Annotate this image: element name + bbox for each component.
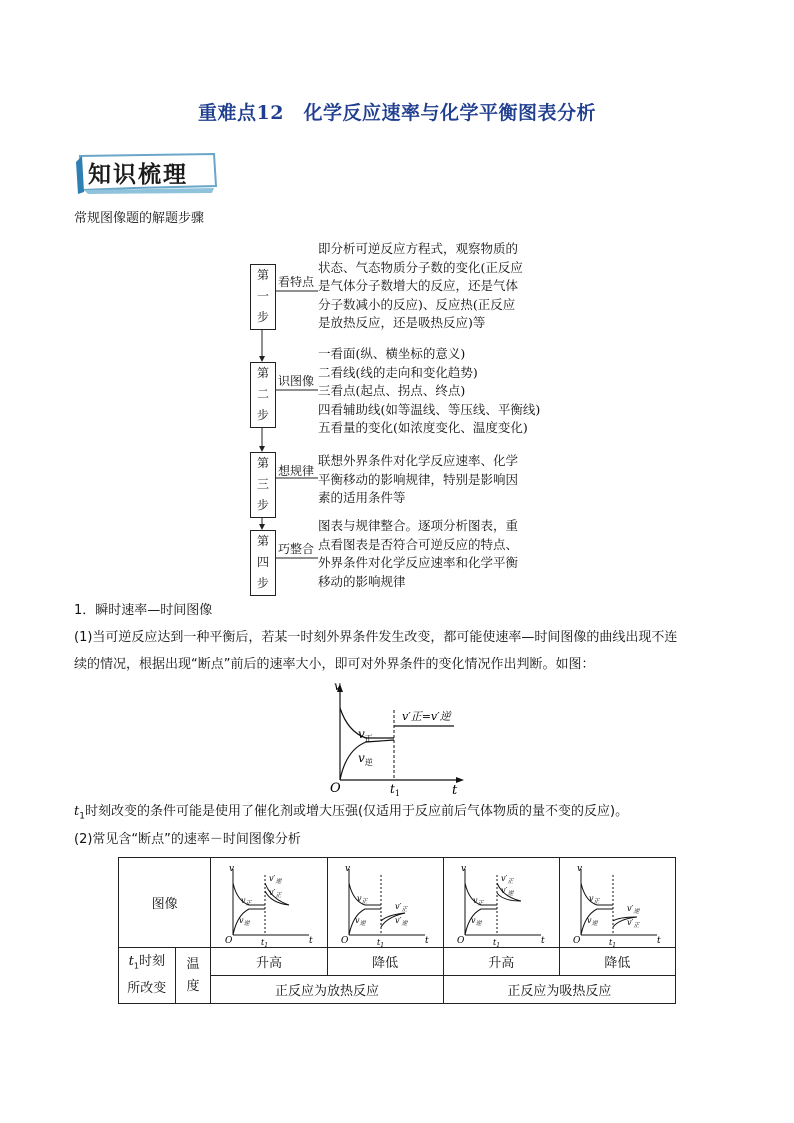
- axis-x-label: t: [452, 783, 458, 798]
- mini-graph-cell-3: [443, 858, 559, 948]
- document-title: 重难点12 化学反应速率与化学平衡图表分析: [198, 102, 596, 124]
- v-equal-label: v′正=v′逆: [402, 710, 451, 723]
- step-desc-2: 一看面(纵、横坐标的意义) 二看线(线的走向和变化趋势) 三看点(起点、拐点、终点) 四看辅助线(如等温线、等压线、平衡线) 五看量的变化(如浓度变化、温度变化): [318, 346, 541, 436]
- step-box-2: 第 二 步: [250, 362, 276, 428]
- step-label-4: 巧整合: [278, 542, 315, 556]
- svg-text:t: t: [308, 935, 313, 946]
- svg-text:v′逆: $v'_逆$: [268, 873, 282, 885]
- temp-change-2: 降低: [327, 948, 443, 976]
- step-box-1: 第 一 步: [250, 264, 276, 330]
- svg-text:O: O: [341, 935, 349, 946]
- paragraph-1-line-2: 续的情况，根据出现“断点”前后的速率大小，即可对外界条件的变化情况作出判断。如图：: [74, 657, 595, 672]
- t1-label: $t_1$: [390, 782, 400, 798]
- svg-text:v′正: $v'_正$: [627, 917, 640, 929]
- step-label-2: 识图像: [278, 374, 315, 388]
- svg-text:v正: $v_正$: [357, 893, 368, 905]
- breakpoint-analysis-table: [118, 857, 676, 1004]
- svg-text:O: O: [573, 935, 581, 946]
- row-label-image: 图像: [119, 858, 211, 948]
- row-label-temperature: 温 度: [175, 948, 211, 1004]
- temp-change-1: 升高: [211, 948, 327, 976]
- mini-graph-cell-1: [211, 858, 327, 948]
- mini-graph-cell-4: [559, 858, 675, 948]
- step-label-1: 看特点: [278, 275, 315, 289]
- svg-text:v: v: [577, 863, 583, 874]
- endothermic-label: 正反应为吸热反应: [443, 976, 675, 1004]
- step-label-3: 想规律: [278, 464, 315, 478]
- svg-text:t1: $t_1$: [377, 937, 385, 949]
- step-box-4: 第 四 步: [250, 530, 276, 596]
- svg-text:v′逆: $v'_逆$: [501, 885, 514, 897]
- svg-text:v正: $v_正$: [240, 895, 252, 907]
- origin-label: O: [330, 781, 341, 796]
- axis-y-label: v: [334, 679, 341, 693]
- svg-text:t1: $t_1$: [260, 937, 268, 949]
- row-label-t1-change: $t_1$时刻 所改变: [119, 948, 176, 1004]
- steps-heading: 常规图像题的解题步骤: [74, 211, 205, 226]
- step-desc-3: 联想外界条件对化学反应速率、化学 平衡移动的影响规律，特别是影响因 素的适用条件等: [318, 453, 519, 506]
- section1-heading: 1．瞬时速率—时间图像: [74, 603, 213, 618]
- mini-graph-temp-down-endo: [567, 861, 667, 949]
- svg-text:v: v: [461, 863, 467, 874]
- t1-note: $t_1$时刻改变的条件可能是使用了催化剂或增大压强(仅适用于反应前后气体物质的量不变的反应)。: [74, 804, 629, 822]
- svg-text:t: t: [425, 935, 429, 946]
- step-box-3: 第 三 步: [250, 452, 276, 518]
- mini-graph-cell-2: [327, 858, 443, 948]
- svg-text:v: v: [228, 863, 235, 874]
- v-forward-label: $v_正$: [358, 727, 373, 743]
- paragraph-1-line-1: (1)当可逆反应达到一种平衡后，若某一时刻外界条件发生改变，都可能使速率—时间图像的曲线出现不连: [74, 630, 678, 645]
- step-desc-4: 图表与规律整合。逐项分析图表，重 点看图表是否符合可逆反应的特点、 外界条件对化学反应速率和化学平衡 移动的影响规律: [318, 518, 519, 589]
- svg-text:t1: $t_1$: [609, 937, 617, 949]
- exothermic-label: 正反应为放热反应: [211, 976, 443, 1004]
- rate-time-graph: [318, 680, 478, 798]
- svg-text:t: t: [657, 935, 662, 946]
- svg-text:v逆: $v_逆$: [471, 915, 482, 927]
- svg-text:v逆: $v_逆$: [587, 915, 598, 927]
- svg-text:v逆: $v_逆$: [238, 915, 250, 927]
- svg-text:v′逆: $v'_逆$: [395, 915, 408, 927]
- svg-text:v逆: $v_逆$: [355, 915, 366, 927]
- mini-graph-temp-up-endo: [451, 861, 551, 949]
- svg-text:O: O: [457, 935, 465, 946]
- svg-text:t1: $t_1$: [493, 937, 501, 949]
- temp-change-4: 降低: [559, 948, 675, 976]
- mini-graph-temp-down-exo: [335, 861, 435, 949]
- svg-text:v′正: $v'_正$: [268, 887, 282, 899]
- temp-change-3: 升高: [443, 948, 559, 976]
- svg-text:v: v: [345, 863, 351, 874]
- mini-graph-temp-up-exo: [219, 861, 319, 949]
- svg-text:v′正: $v'_正$: [395, 901, 408, 913]
- svg-text:O: O: [224, 935, 233, 946]
- svg-text:v正: $v_正$: [589, 893, 600, 905]
- svg-text:t: t: [541, 935, 545, 946]
- svg-text:v′正: $v'_正$: [501, 873, 514, 885]
- section2-heading: (2)常见含“断点”的速率－时间图像分析: [74, 832, 301, 847]
- svg-text:v正: $v_正$: [473, 895, 484, 907]
- section-banner-title: 知识梳理: [88, 161, 188, 188]
- svg-text:v′逆: $v'_逆$: [627, 903, 640, 915]
- v-reverse-label: $v_逆$: [358, 751, 373, 767]
- step-desc-1: 即分析可逆反应方程式，观察物质的 状态、气态物质分子数的变化(正反应 是气体分子数增大的反应，还是气体 分子数减小的反应)、反应热(正反应 是放热反应，还是吸热反应)等: [318, 241, 523, 331]
